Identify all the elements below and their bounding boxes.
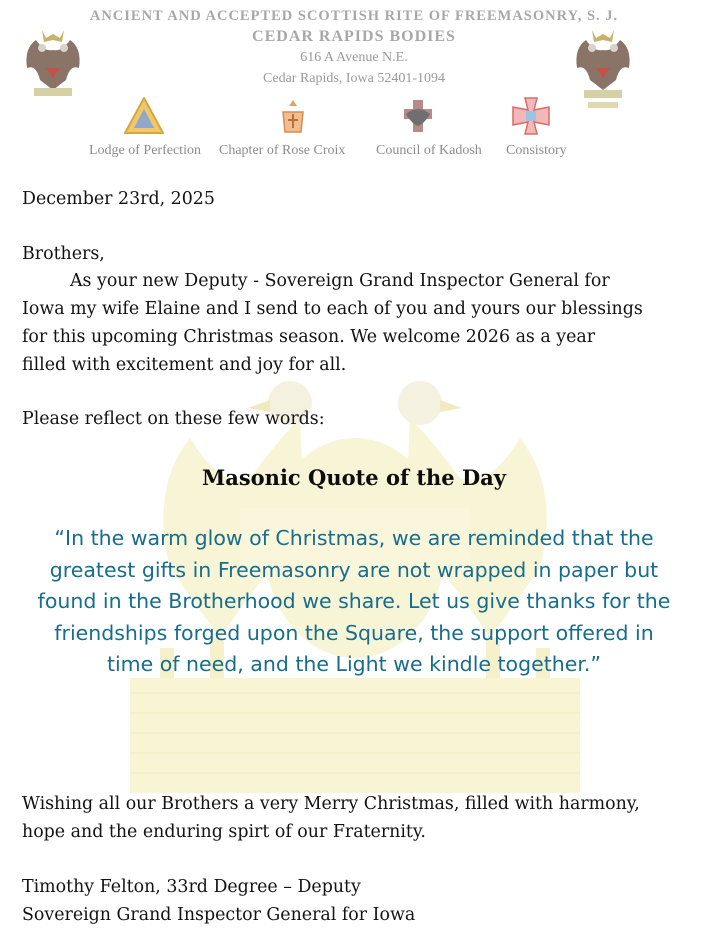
body-label-lodge-of-perfection: Lodge of Perfection bbox=[89, 143, 201, 158]
quote-heading: Masonic Quote of the Day bbox=[202, 465, 506, 490]
body-label-chapter-of-rose-croix: Chapter of Rose Croix bbox=[219, 143, 346, 158]
rose-croix-emblem-icon bbox=[279, 98, 307, 136]
reflect-line: Please reflect on these few words: bbox=[22, 409, 325, 429]
paragraph1-line4: filled with excitement and joy for all. bbox=[22, 355, 347, 375]
quote-line-3: found in the Brotherhood we share. Let us give thanks for the bbox=[37, 589, 671, 613]
paragraph1-line1: As your new Deputy - Sovereign Grand Inspector General for bbox=[70, 271, 610, 291]
street-address: 616 A Avenue N.E. bbox=[300, 50, 408, 65]
closing-line-2: hope and the enduring spirt of our Fraternity. bbox=[22, 822, 426, 842]
bodies-line: CEDAR RAPIDS BODIES bbox=[252, 28, 456, 45]
body-label-council-of-kadosh: Council of Kadosh bbox=[376, 143, 482, 158]
closing-line-1: Wishing all our Brothers a very Merry Christmas, filled with harmony, bbox=[22, 794, 640, 814]
body-label-consistory: Consistory bbox=[506, 143, 567, 158]
org-line: ANCIENT AND ACCEPTED SCOTTISH RITE OF FREEMASONRY, S. J. bbox=[89, 8, 619, 24]
letter-date: December 23rd, 2025 bbox=[22, 189, 215, 209]
signature-line-2: Sovereign Grand Inspector General for Iowa bbox=[22, 905, 416, 925]
salutation: Brothers, bbox=[22, 244, 105, 264]
quote-line-5: time of need, and the Light we kindle together.” bbox=[106, 652, 602, 676]
quote-line-1: “In the warm glow of Christmas, we are reminded that the bbox=[54, 526, 654, 550]
triangle-delta-icon bbox=[124, 97, 164, 135]
quote-line-2: greatest gifts in Freemasonry are not wrapped in paper but bbox=[49, 557, 659, 582]
teutonic-cross-icon bbox=[512, 97, 550, 135]
paragraph1-line3: for this upcoming Christmas season. We welcome 2026 as a year bbox=[22, 327, 596, 347]
kadosh-eagle-cross-icon bbox=[402, 98, 434, 134]
signature-line-1: Timothy Felton, 33rd Degree – Deputy bbox=[22, 877, 361, 897]
paragraph1-line2: Iowa my wife Elaine and I send to each of you and yours our blessings bbox=[22, 299, 643, 319]
city-address: Cedar Rapids, Iowa 52401-1094 bbox=[263, 71, 445, 86]
quote-line-4: friendships forged upon the Square, the support offered in bbox=[54, 620, 654, 645]
quote-block bbox=[18, 523, 690, 681]
